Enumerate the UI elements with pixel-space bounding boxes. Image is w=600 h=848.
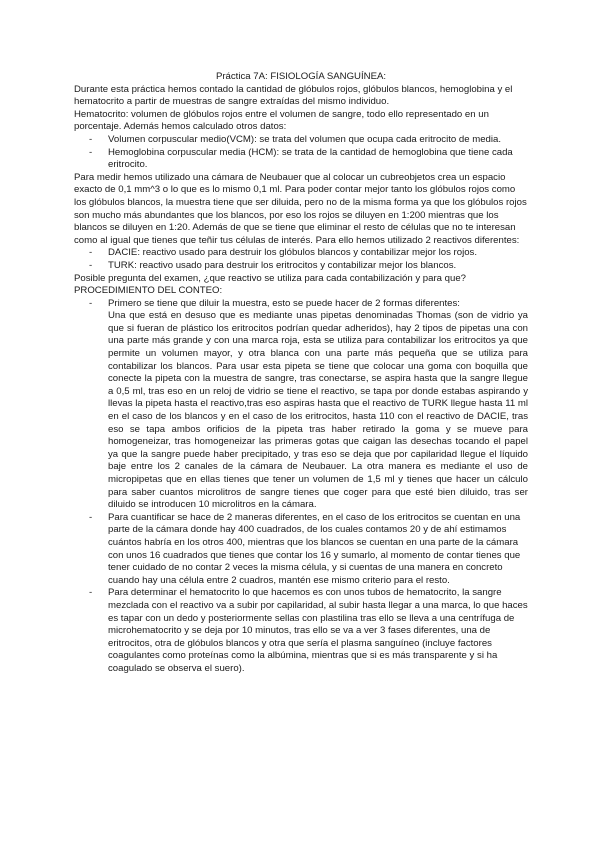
hematocrit-definition: Hematocrito: volumen de glóbulos rojos entre el volumen de sangre, todo ello representado en un porcentaje. Además hemos calculado otros datos:: [74, 108, 489, 133]
data-list: [74, 134, 528, 172]
procedure-step: [74, 512, 528, 588]
reagent-list: [74, 247, 528, 272]
procedure-step: [74, 298, 528, 512]
procedure-heading: PROCEDIMIENTO DEL CONTEO:: [74, 285, 223, 297]
list-item: - TURK: reactivo usado para destruir los eritrocitos y contabilizar mejor los blancos.: [74, 260, 528, 273]
document-body: [74, 71, 528, 676]
list-item: - Volumen corpuscular medio(VCM): se trata del volumen que ocupa cada eritrocito de media.: [74, 134, 528, 147]
list-item: - DACIE: reactivo usado para destruir los glóbulos blancos y contabilizar mejor los rojos.: [74, 247, 528, 260]
list-item: - Hemoglobina corpuscular media (HCM): se trata de la cantidad de hemoglobina que tiene cada eritrocito.: [74, 147, 528, 172]
procedure-list: [74, 298, 528, 676]
procedure-step-body: Una que está en desuso que es mediante unas pipetas denominadas Thomas (son de vidrio ya que si fueran de plástico los eritrocitos podrían quedar adheridos), hay 2 tipos de pipetas una con una parte más grande y con una marca roja, esta se utiliza para contabilizar los eritrocitos ya que permite un volumen mayor, y otra blanca con una parte más pequeña que se utiliza para contabilizar los blancos. Para usar esta pipeta se tiene que colocar una goma con boquilla que conecte la pipeta con la muestra de sangre, tras conectarse, se aspira hasta que la sangre llegue a 0,5 ml, tras eso en un reloj de vidrio se tiene el reactivo, se tapa por donde estabas aspirando y llevas la pipeta hasta el reactivo,tras eso aspiras hasta que el reactivo de TURK llegue hasta 11 ml en el caso de los blancos y en el caso de los eritrocitos, hasta 110 con el reactivo de DACIE, tras eso se tapa ambos orificios de la pipeta tras haber retirado la goma y se mueve para homogeneizar, tras homogeneizar las primeras gotas que caigan las desechas tocando el papel ya que la sangre puede haber precipitado, y tras eso se deja que por capilaridad llegue el líquido baje entre los 2 canales de la cámara de Neubauer. La otra manera es mediante el uso de micropipetas que en ellas tienes que tener un volumen de 1,5 ml y tienes que hacer un cálculo para saber cuantos microlitros de sangre tienes que coger para que esté bien diluido, tras ser diluido se introducen 10 microlitros en la cámara.: [108, 310, 528, 511]
procedure-step: [74, 587, 528, 675]
intro-paragraph: Durante esta práctica hemos contado la cantidad de glóbulos rojos, glóbulos blancos, hemoglobina y el hematocrito a partir de muestras de sangre extraídas del mismo individuo.: [74, 83, 513, 108]
document-title: Práctica 7A: FISIOLOGÍA SANGUÍNEA:: [215, 71, 387, 82]
procedure-step-lead: - Para cuantificar se hace de 2 maneras diferentes, en el caso de los eritrocitos se cuentan en una parte de la cámara donde hay 400 cuadrados, de los cuales contamos 20 y de ahí estimamos cuántos habría en los otros 400, mientras que los blancos se cuentan en una parte de la cámara con unos 16 cuadrados que tienes que contar los 16 y sumarlo, al momento de contar tienes que tener cuidado de no contar 2 veces la misma célula, y si cuentas de una manera en concreto cuando hay una célula entre 2 cuadros, mantén ese mismo criterio para el resto.: [108, 511, 521, 586]
procedure-step-lead: - Primero se tiene que diluir la muestra, esto se puede hacer de 2 formas diferentes:: [108, 297, 460, 309]
procedure-step-lead: - Para determinar el hematocrito lo que hacemos es con unos tubos de hematocrito, la sangre mezclada con el reactivo va a subir por capilaridad, al subir hasta llegar a una marca, lo que haces es tapar con un dedo y posteriormente sellas con plastilina tras ello se lleva a una centrífuga de microhematocrito y se deja por 10 minutos, tras ello se va a ver 3 fases diferentes, una de eritrocitos, otra de glóbulos blancos y otra que sería el plasma sanguíneo (incluye factores coagulantes como proteínas como la albúmina, mientras que si es más transparente y si ha coagulado se observa el suero).: [108, 587, 528, 674]
neubauer-paragraph: Para medir hemos utilizado una cámara de Neubauer que al colocar un cubreobjetos crea un espacio exacto de 0,1 mm^3 o lo que es lo mismo 0,1 ml. Para poder contar mejor tanto los glóbulos rojos como los glóbulos blancos, la muestra tiene que ser diluida, pero no de la misma forma ya que los glóbulos rojos son mucho más abundantes que los blancos, por eso los rojos se diluyen en 1:200 mientras que los blancos se diluyen en 1:20. Además de que se tiene que eliminar el resto de células que no te interesan como al igual que tienes que teñir tus células de interés. Para ello hemos utilizado 2 reactivos diferentes:: [74, 171, 527, 246]
exam-question: Posible pregunta del examen, ¿que reactivo se utiliza para cada contabilización y para que?: [74, 272, 466, 284]
